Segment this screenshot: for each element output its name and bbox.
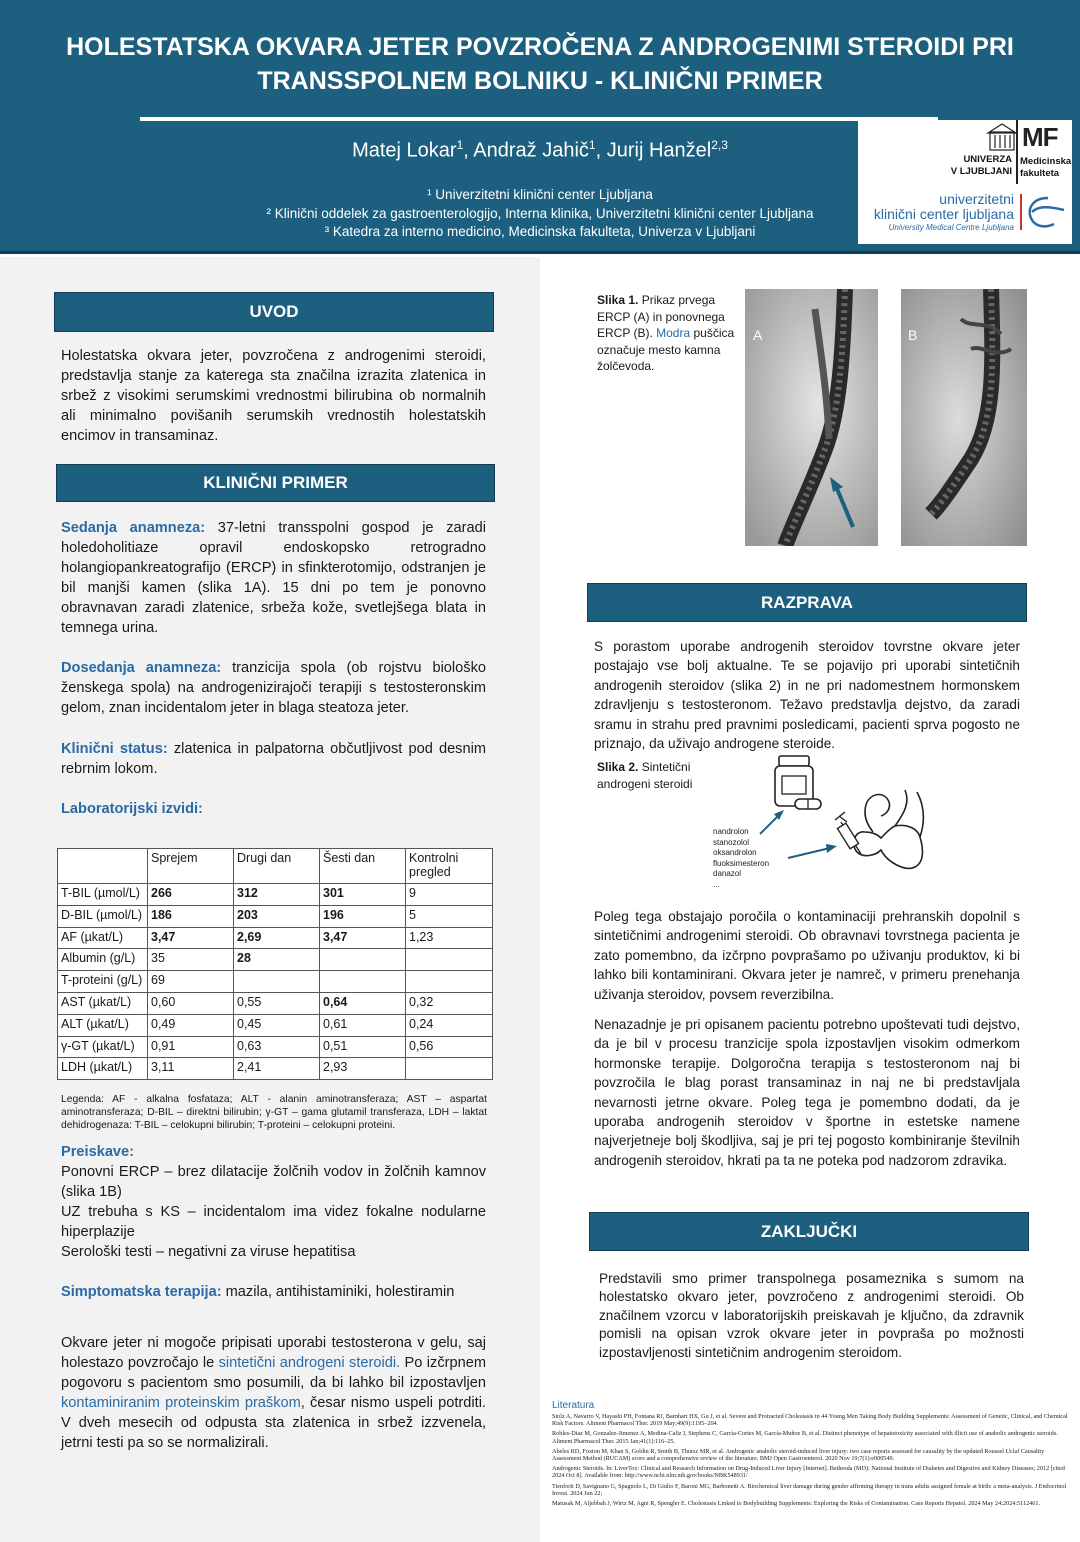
sedanja-text: 37-letni transspolni gospod je zaradi holedoholitiaze opravil endoskopsko retrogradno holangiopankreatografijo (ERCP) in sfinkterotomijo, odstranjen je bil manjši kamen (slika 1A). 15 dni po tem je ponovno obravnavan zaradi zlatenice, srbeža kože, svetlejšega blata in temnega urina. [61,520,486,636]
ercp-b-picture [901,289,1027,546]
mf-logo: MF [1022,122,1058,152]
dosedanja-label: Dosedanja anamneza: [61,660,222,676]
table-row-label: T-BIL (µmol/L) [58,884,148,906]
razprava-paragraph-1: S porastom uporabe androgenih steroidov tovrstne okvare jeter postajajo vse bolj aktualne. Te se pojavijo pri uporabi sintetičnih androgenih steroidov (slika 2) in ne pri nadomestnem hormonskem zdravljenju s testosteronom. Težavo predstavlja dejstvo, da zaradi sramu in strahu pred pravnimi posledicami, pacienti sprva pogosto ne priznajo, da uživajo androgene steroide. [594,639,1020,752]
uvod-heading: UVOD [54,292,494,332]
ukc-logo-subtitle: University Medical Centre Ljubljana [888,223,1014,232]
table-header-cell: Sprejem [148,849,234,884]
institution-logos [858,120,1072,244]
poster-title [40,30,1040,98]
drug-item: danazol [713,869,742,878]
drug-item: fluoksimesteron [713,858,770,868]
drug-item: ... [713,879,720,889]
table-cell: 0,45 [234,1014,320,1036]
ercp-a-picture [745,289,878,546]
zakljucki-heading: ZAKLJUČKI [589,1212,1029,1251]
razprava-paragraph-2: Poleg tega obstajajo poročila o kontaminaciji prehranskih dopolnil s sintetičnimi androgenimi steroidi. Ob obravnavi tovrstnega pacienta je zato pomembno, da izčrpno povprašamo po uživanju produktov, ki bi lahko bili kontaminirani. Okvara jeter je namreč, v primeru prenehanja uživanja steroidov, povsem reverzibilna. [594,909,1020,1002]
table-cell: 3,47 [320,927,406,949]
table-cell [320,971,406,993]
reference-item: Androgenic Steroids. In: LiverTox: Clinical and Research Information on Drug-Induced Liver Injury [Internet]. Bethesda (MD): National Institute of Diabetes and Digestive and Kidney Diseases; 2012 [cited 2024 Oct 8]. Available from: http://www.ncbi.nlm.nih.gov/books/NBK548931/ [552,1465,1065,1480]
table-cell: 0,60 [148,992,234,1014]
image-label-b: B [908,327,918,343]
table-header-row [58,849,493,884]
table-cell [406,949,493,971]
ukc-logo-icon [1018,190,1068,234]
lab-results-table [57,848,493,1080]
title-divider [140,117,938,121]
reference-item: Matusak M, Aljebbah J, Wirtz M, Agni R, Spengler E. Cholestasis Linked to Bodybuilding Supplements: Exploring the Risks of Contamination. Case Reports Hepatol. 2024 May 24;2024:5112461. [552,1500,1041,1508]
preiskave-label: Preiskave: [61,1144,135,1160]
figure-2-text: Sintetični androgeni steroidi [597,760,693,791]
author-affil: 1 [588,138,596,152]
table-header-cell: Kontrolni pregled [406,849,493,884]
table-cell [320,949,406,971]
table-cell: 28 [234,949,320,971]
drug-item: oksandrolon [713,848,757,857]
references-title: Literatura [552,1400,595,1411]
synthetic-steroids-highlight: sintetični androgeni steroidi. [218,1355,401,1371]
mf-logo-text [1020,156,1071,180]
figure-2-label: Slika 2. [597,760,639,774]
preiskave-line-3: Serološki testi – negativni za viruse hepatitisa [61,1244,356,1260]
table-header-cell [58,849,148,884]
drug-item: stanozolol [713,837,750,847]
lab-label-text: Laboratorijski izvidi: [61,801,203,817]
table-cell: 312 [234,884,320,906]
reference-item: Stolz A, Navarro V, Hayashi PH, Fontana RJ, Barnhart HX, Gu J, et al. Severe and Protracted Cholestasis in 44 Young Men Taking Body Building Supplements: Assessment of Genetic, Clinical, and Chemical Risk Factors. Aliment Pharmacol Ther. 2019 May;49(9):1195–204. [552,1413,1068,1428]
dosedanja-text: tranzicija spola (ob rojstvu biološko ženskega spola) na androgenizirajoči terapiji s testosteronskim gelom, znan incidentalom jeter in blaga steatoza jeter. [61,660,486,716]
table-row [58,992,493,1014]
table-cell: 0,61 [320,1014,406,1036]
table-cell: 0,63 [234,1036,320,1058]
table-row-label: AST (µkat/L) [58,992,148,1014]
table-row [58,971,493,993]
table-header-cell: Drugi dan [234,849,320,884]
title-line-1: HOLESTATSKA OKVARA JETER POVZROČENA Z ANDROGENIMI STEROIDI PRI [66,33,1014,61]
poster-header [0,0,1080,254]
uni-line-1: UNIVERZA [963,154,1012,165]
reference-item: Tienforti D, Savignano G, Spagnolo L, Di Giulio F, Baroni MG, Barbonetti A. Biochemical liver damage during gender affirming therapy in trans adults assigned female at birth: a meta-analysis. J Endocrinol Invest. 2024 Jun 22; [552,1482,1067,1497]
table-cell: 5 [406,905,493,927]
author-name: Matej Lokar [352,139,457,162]
affiliation-2: ² Klinični oddelek za gastroenterologijo, Interna klinika, Univerzitetni klinični center Ljubljana [266,205,814,221]
protein-powder-highlight: kontaminiranim proteinskim praškom [61,1395,301,1411]
zakljucki-text: Predstavili smo primer transpolnega posameznika s sumom na holestatsko okvaro jeter, povzročeno z androgenimi steroidi. Ob značilnem vzorcu v laboratorijskih preiskavah je ključno, da zdravnik pomisli na opisan vzrok okvare jeter in povpraša po možnosti izpostavljenosti sintetičnim androgenim steroidom. [599,1271,1024,1360]
figure-1-rest: puščica označuje mesto kamna žolčevoda. [597,326,735,373]
table-cell [406,971,493,993]
table-row [58,884,493,906]
table-row-label: D-BIL (µmol/L) [58,905,148,927]
table-cell: 69 [148,971,234,993]
author-affil: 1 [456,138,464,152]
table-row-label: LDH (µkat/L) [58,1058,148,1080]
terapija [61,1282,486,1302]
table-cell: 2,93 [320,1058,406,1080]
dosedanja-anamneza [61,658,486,718]
affiliation-3: ³ Katedra za interno medicino, Medicinska fakulteta, Univerza v Ljubljani [324,224,756,239]
university-crest-icon [986,122,1020,152]
table-cell: 0,64 [320,992,406,1014]
table-header-cell: Šesti dan [320,849,406,884]
table-cell: 2,69 [234,927,320,949]
sedanja-anamneza [61,518,486,638]
sedanja-label: Sedanja anamneza: [61,520,206,536]
ukc-line-2: klinični center ljubljana [873,206,1014,222]
author-name: Andraž Jahič [473,139,589,162]
image-label-a: A [753,327,763,343]
reference-item: Robles-Diaz M, Gonzalez-Jimenez A, Medina-Caliz I, Stephens C, García-Cortes M, García-Muñoz B, et al. Distinct phenotype of hepatotoxicity associated with illicit use of anabolic androgenic steroids. Aliment Pharmacol Ther. 2015 Jan;41(1):116–25. [552,1430,1058,1445]
status-text: zlatenica in palpatorna občutljivost pod desnim rebrnim lokom. [61,741,486,777]
table-row [58,927,493,949]
author-name: Jurij Hanžel [606,139,712,162]
lab-label [61,799,486,819]
table-cell: 0,51 [320,1036,406,1058]
table-cell: 0,56 [406,1036,493,1058]
ukc-line-1: univerzitetni [939,191,1014,207]
table-legend: Legenda: AF - alkalna fosfataza; ALT - alanin aminotransferaza; AST – aspartat aminotransferaza; D-BIL – direktni bilirubin; γ-GT – gama glutamil transferaza, LDH – laktat dehidrogenaza: T-BIL – celokupni bilirubin; T-proteini – celokupni proteini. [61,1094,487,1131]
table-cell: 9 [406,884,493,906]
table-cell: 301 [320,884,406,906]
table-cell: 203 [234,905,320,927]
preiskave-line-1: Ponovni ERCP – brez dilatacije žolčnih vodov in žolčnih kamnov (slika 1B) [61,1164,486,1200]
references [552,1400,1070,1510]
affiliation-1: ¹ Univerzitetni klinični center Ljubljana [427,187,653,202]
ercp-image-b [901,289,1027,546]
uni-line-2: V LJUBLJANI [950,166,1012,177]
terapija-text: mazila, antihistaminiki, holestiramin [221,1284,455,1300]
table-cell: 186 [148,905,234,927]
razprava-heading: RAZPRAVA [587,583,1027,622]
figure-1-label: Slika 1. [597,293,639,307]
table-cell: 196 [320,905,406,927]
table-cell: 0,55 [234,992,320,1014]
table-cell: 3,47 [148,927,234,949]
steroid-drug-list [713,827,769,890]
table-cell: 2,41 [234,1058,320,1080]
table-row [58,949,493,971]
reference-item: Abeles RD, Foxton M, Khan S, Goldin R, Smith B, Thursz MR, et al. Androgenic anabolic steroid-induced liver injury: two case reports assessed for causality by the updated Roussel Uclaf Causality Assessment Method (RUCAM) score and a comprehensive review of the literature. BMJ Open Gastroenterol. 2020 Nov 19;7(1):e000549. [552,1447,1045,1463]
table-cell: 1,23 [406,927,493,949]
figure-1-text: Prikaz prvega ERCP (A) in ponovnega ERCP (B). [597,293,725,340]
affiliation-list [140,186,940,242]
mf-line-1: Medicinska [1020,156,1072,167]
figure-1-caption [597,292,737,375]
table-cell: 0,24 [406,1014,493,1036]
table-cell: 266 [148,884,234,906]
drug-item: nandrolon [713,827,749,836]
razprava-paragraph-3: Nenazadnje je pri opisanem pacientu potrebno upoštevati tudi dejstvo, da je bil v procesu tranzicije spola izpostavljen visokim odmerkom hormonske terapije. Dolgoročna terapija s testosteronom naj bi povzročila le blag porast transaminaz in naj ne bi predstavljala nevarnosti jetrne okvare. Poleg tega je pomembno dodati, da je uporaba androgenih steroidov v športne in estetske namene najverjetneje bolj škodljiva, saj je pri tej pogosto kombiniranje številnih androgenih steroidov, hkrati pa ta ne poteka pod nadzorom zdravika. [594,1017,1020,1168]
title-line-2: TRANSSPOLNEM BOLNIKU - KLINIČNI PRIMER [257,67,823,95]
author-list: Matej Lokar$^1$, Andraž Jahič$^1$, Jurij Hanžel$^{2,3}$ [352,138,728,162]
table-row-label: Albumin (g/L) [58,949,148,971]
steroids-illustration [755,752,925,892]
table-cell: 0,49 [148,1014,234,1036]
table-cell: 35 [148,949,234,971]
table-row-label: ALT (µkat/L) [58,1014,148,1036]
closing-part-1: Okvare jeter ni mogoče pripisati uporabi testosterona v gelu, saj holestazo povzročajo le [61,1335,486,1371]
table-row [58,1014,493,1036]
terapija-label: Simptomatska terapija: [61,1284,222,1300]
klinicni-primer-heading: KLINIČNI PRIMER [56,464,495,502]
table-cell [234,971,320,993]
closing-part-3: , česar nismo uspeli potrditi. V dveh mesecih od odpusta sta zlatenica in srbež izzvenela, jetrni testi pa so se normalizirali. [61,1395,486,1451]
status-label: Klinični status: [61,741,168,757]
mf-line-2: fakulteta [1020,168,1060,179]
ercp-image-a [745,289,878,546]
table-row-label: γ-GT (µkat/L) [58,1036,148,1058]
preiskave [61,1142,486,1262]
table-cell: 3,11 [148,1058,234,1080]
table-row [58,1036,493,1058]
klinicni-status [61,739,486,779]
author-affil: 2,3 [711,138,728,152]
table-row [58,905,493,927]
pill-bottle-icon [775,756,821,809]
figure-2-caption [597,759,707,792]
ukc-logo-text [860,192,1014,222]
table-cell: 0,32 [406,992,493,1014]
table-cell: 0,91 [148,1036,234,1058]
syringe-arm-icon [835,790,923,868]
table-row [58,1058,493,1080]
uvod-text: Holestatska okvara jeter, povzročena z androgenimi steroidi, predstavlja stanje za katerega sta značilna izrazita zlatenica in srbež z visokimi serumskimi vrednostmi bilirubina ob normalnih ali minimalno povišanih serumskih vrednostih holestatskih encimov in transaminaz. [61,348,486,444]
university-logo-text [950,154,1012,178]
preiskave-line-2: UZ trebuha s KS – incidentalom ima videz fokalne nodularne hiperplazije [61,1204,486,1240]
table-cell [406,1058,493,1080]
figure-1-blue-word: Modra [656,326,691,340]
table-row-label: T-proteini (g/L) [58,971,148,993]
closing-part-2: Po izčrpnem pogovoru s pacientom smo posumili, da bi lahko bil izpostavljen [61,1355,486,1391]
closing-paragraph [61,1333,486,1453]
table-row-label: AF (µkat/L) [58,927,148,949]
logo-divider [1016,120,1018,184]
